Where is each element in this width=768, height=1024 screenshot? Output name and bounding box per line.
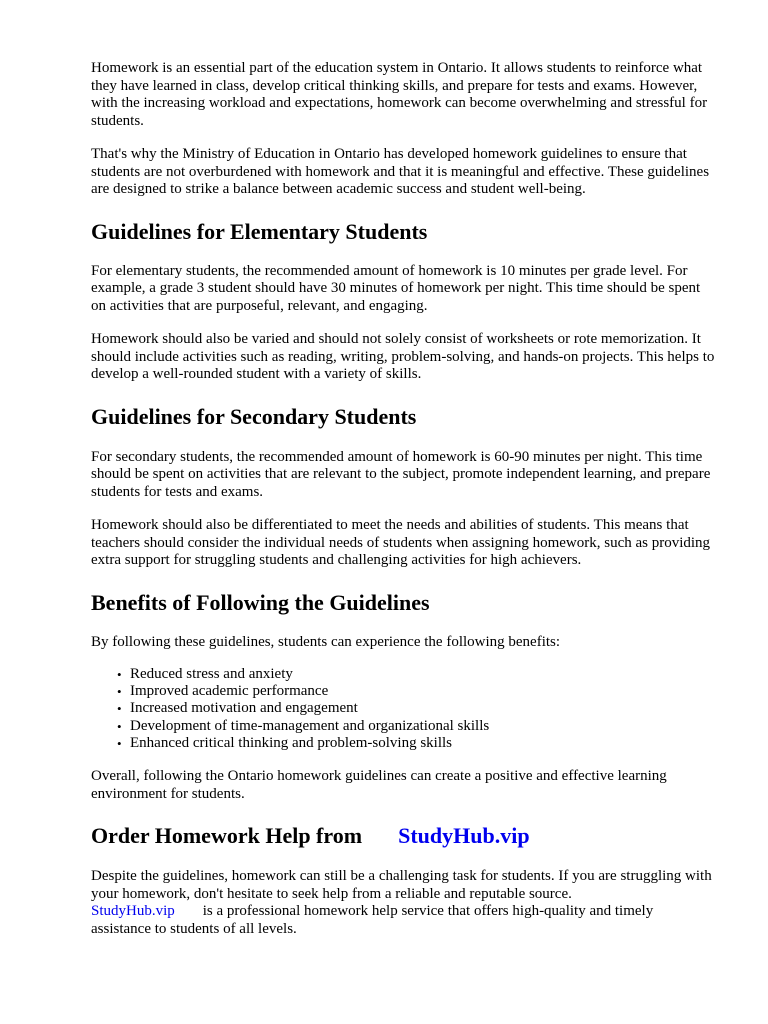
secondary-paragraph-1: For secondary students, the recommended amount of homework is 60-90 minutes per night. This time should be spent on activities that are relevant to the subject, promote independent learning, and prepare students for tests and exams.	[91, 448, 711, 500]
benefits-list	[91, 666, 716, 752]
list-item	[117, 683, 716, 700]
benefits-intro: By following these guidelines, students can experience the following benefits:	[91, 633, 561, 650]
intro-paragraph-1: Homework is an essential part of the education system in Ontario. It allows students to reinforce what they have learned in class, develop critical thinking skills, and prepare for tests and exams. However, with the increasing workload and expectations, homework can become overwhelming and stressful for students.	[91, 60, 708, 129]
heading-order	[91, 823, 716, 849]
bullet-icon: •	[117, 735, 122, 751]
heading-order-text: Order Homework Help from	[91, 823, 363, 849]
list-item-text: Development of time-management and organizational skills	[130, 717, 490, 734]
list-item-text: Increased motivation and engagement	[130, 700, 358, 717]
list-item	[117, 666, 716, 683]
intro-paragraph-2: That's why the Ministry of Education in Ontario has developed homework guidelines to ensure that students are not overburdened with homework and that it is meaningful and effective. These guidelines are designed to strike a balance between academic success and student well-being.	[91, 146, 710, 197]
bullet-icon: •	[117, 718, 122, 734]
bullet-icon: •	[117, 701, 122, 717]
order-paragraph-1: Despite the guidelines, homework can still be a challenging task for students. If you are struggling with your homework, don't hesitate to seek help from a reliable and reputable source.	[91, 868, 712, 902]
list-item	[117, 718, 716, 735]
overall-paragraph: Overall, following the Ontario homework guidelines can create a positive and effective learning environment for students.	[91, 768, 667, 802]
bullet-icon: •	[117, 667, 122, 682]
list-item	[117, 700, 716, 717]
list-item-text: Reduced stress and anxiety	[130, 666, 293, 682]
studyhub-heading-link[interactable]: StudyHub.vip	[398, 823, 530, 849]
list-item-text: Enhanced critical thinking and problem-solving skills	[130, 734, 453, 751]
list-item-text: Improved academic performance	[130, 683, 329, 700]
order-paragraph-2	[91, 903, 716, 938]
elementary-paragraph-2: Homework should also be varied and should not solely consist of worksheets or rote memorization. It should include activities such as reading, writing, problem-solving, and hands-on projects. This helps to develop a well-rounded student with a variety of skills.	[91, 331, 715, 382]
elementary-paragraph-1: For elementary students, the recommended amount of homework is 10 minutes per grade level. For example, a grade 3 student should have 30 minutes of homework per night. This time should be spent on activities that are purposeful, relevant, and engaging.	[91, 262, 701, 314]
secondary-paragraph-2: Homework should also be differentiated to meet the needs and abilities of students. This means that teachers should consider the individual needs of students when assigning homework, such as providing extra support for struggling students and challenging activities for high achievers.	[91, 517, 711, 568]
order-paragraph-2-text: is a professional homework help service that offers high-quality and timely assistance to students of all levels.	[91, 903, 654, 937]
studyhub-inline-link[interactable]: StudyHub.vip	[91, 903, 175, 920]
heading-elementary: Guidelines for Elementary Students	[91, 218, 428, 244]
list-item	[117, 735, 716, 752]
heading-benefits: Benefits of Following the Guidelines	[91, 589, 430, 615]
heading-secondary: Guidelines for Secondary Students	[91, 403, 417, 429]
bullet-icon: •	[117, 684, 122, 700]
